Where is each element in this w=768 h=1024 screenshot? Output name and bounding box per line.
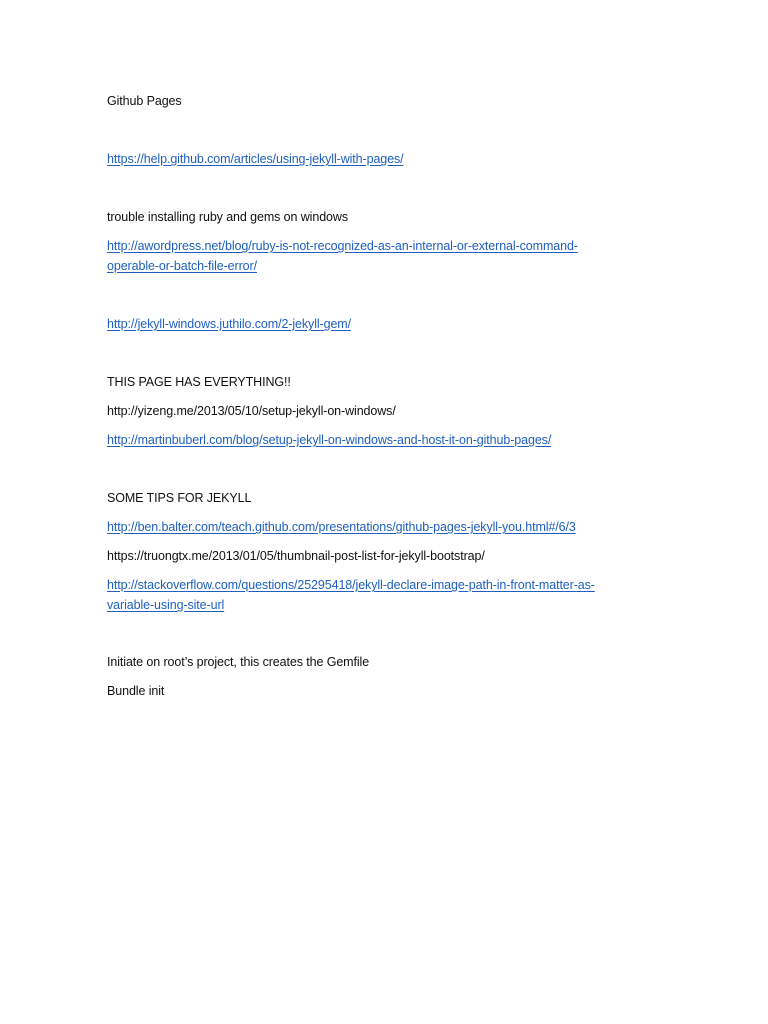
text-bundle-init: Bundle init bbox=[107, 684, 165, 698]
text-initiate-root: Initiate on root’s project, this creates the Gemfile bbox=[107, 655, 370, 669]
link-jekyll-windows[interactable]: http://jekyll-windows.juthilo.com/2-jekyll-gem/ bbox=[107, 317, 351, 331]
link-awordpress-line1[interactable]: http://awordpress.net/blog/ruby-is-not-recognized-as-an-internal-or-external-command- bbox=[107, 239, 578, 253]
text-trouble-installing: trouble installing ruby and gems on windows bbox=[107, 210, 348, 224]
heading-github-pages: Github Pages bbox=[107, 94, 182, 108]
link-awordpress-line2[interactable]: operable-or-batch-file-error/ bbox=[107, 259, 257, 273]
text-this-page-has-everything: THIS PAGE HAS EVERYTHING!! bbox=[107, 375, 291, 389]
text-truongtx-url: https://truongtx.me/2013/01/05/thumbnail-post-list-for-jekyll-bootstrap/ bbox=[107, 549, 485, 563]
link-benbalter[interactable]: http://ben.balter.com/teach.github.com/presentations/github-pages-jekyll-you.html#/6/3 bbox=[107, 520, 576, 534]
text-yizeng-url: http://yizeng.me/2013/05/10/setup-jekyll-on-windows/ bbox=[107, 404, 396, 418]
link-martinbuberl[interactable]: http://martinbuberl.com/blog/setup-jekyll-on-windows-and-host-it-on-github-pages/ bbox=[107, 433, 552, 447]
link-stackoverflow-line1[interactable]: http://stackoverflow.com/questions/25295418/jekyll-declare-image-path-in-front-matter-as- bbox=[107, 578, 595, 592]
link-help-github[interactable]: https://help.github.com/articles/using-jekyll-with-pages/ bbox=[107, 152, 404, 166]
text-some-tips: SOME TIPS FOR JEKYLL bbox=[107, 491, 252, 505]
link-stackoverflow-line2[interactable]: variable-using-site-url bbox=[107, 598, 225, 612]
